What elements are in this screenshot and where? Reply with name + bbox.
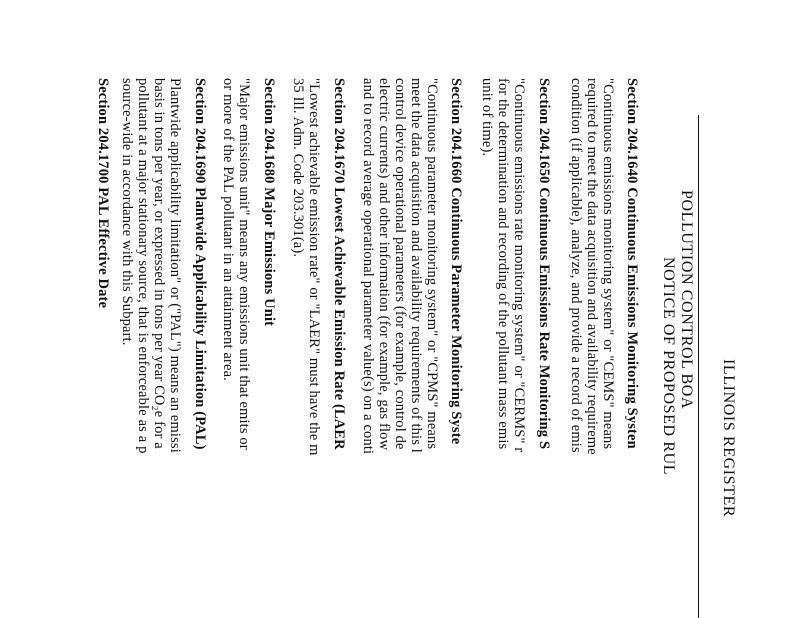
section-heading: Section 204.1690 Plantwide Applicability Limitation (PAL) — [192, 78, 208, 450]
header-rule — [698, 115, 699, 618]
body-line: 35 Ill. Adm. Code 203.301(a). — [290, 78, 306, 258]
body-line: source-wide in accordance with this Subpart. — [119, 78, 135, 346]
register-title: ILLINOIS REGISTER — [720, 359, 737, 518]
body-line: control device operational parameters (for example, control de — [392, 78, 408, 450]
body-line: "Continuous emissions rate monitoring system" or "CERMS" r — [511, 78, 527, 453]
body-line: "Continuous emissions monitoring system" or "CEMS" means — [600, 78, 616, 450]
section-heading: Section 204.1700 PAL Effective Date — [95, 78, 111, 309]
body-line: "Lowest achievable emission rate" or "LAER" must have the m — [306, 78, 322, 456]
body-line: required to meet the data acquisition and availability requireme — [584, 78, 600, 455]
section-heading: Section 204.1670 Lowest Achievable Emission Rate (LAER — [331, 78, 347, 450]
section-heading: Section 204.1660 Continuous Parameter Monitoring Syste — [448, 78, 464, 445]
body-line: electric currents) and other information (for example, gas flow — [376, 78, 392, 451]
body-line: and to record average operational parameter value(s) on a conti — [360, 78, 376, 455]
body-line: Plantwide applicability limitation" or ("PAL") means an emissi — [167, 78, 183, 453]
body-line: "Major emissions unit" means any emissions unit that emits or — [236, 78, 252, 450]
rotated-document — [96, 78, 736, 618]
body-line: condition (if applicable), analyze, and provide a record of emis — [568, 78, 584, 453]
notice-title: NOTICE OF PROPOSED RUL — [660, 257, 677, 476]
body-line: "Continuous parameter monitoring system" or "CPMS" means — [424, 78, 440, 450]
section-heading: Section 204.1640 Continuous Emissions Monitoring Systen — [624, 78, 640, 449]
body-line: unit of time). — [479, 78, 495, 157]
section-heading: Section 204.1650 Continuous Emissions Rate Monitoring S — [536, 78, 552, 450]
body-line: pollutant at a major stationary source, that is enforceable as a p — [135, 78, 151, 454]
body-line: basis in tons per year, or expressed in tons per year CO₂e for a — [151, 78, 167, 449]
board-title: POLLUTION CONTROL BOA — [678, 190, 695, 410]
body-line: for the determination and recording of the pollutant mass emis — [495, 78, 511, 450]
body-line: meet the data acquisition and availability requirements of this l — [408, 78, 424, 453]
body-line: or more of the PAL pollutant in an attainment area. — [220, 78, 236, 381]
section-heading: Section 204.1680 Major Emissions Unit — [261, 78, 277, 327]
